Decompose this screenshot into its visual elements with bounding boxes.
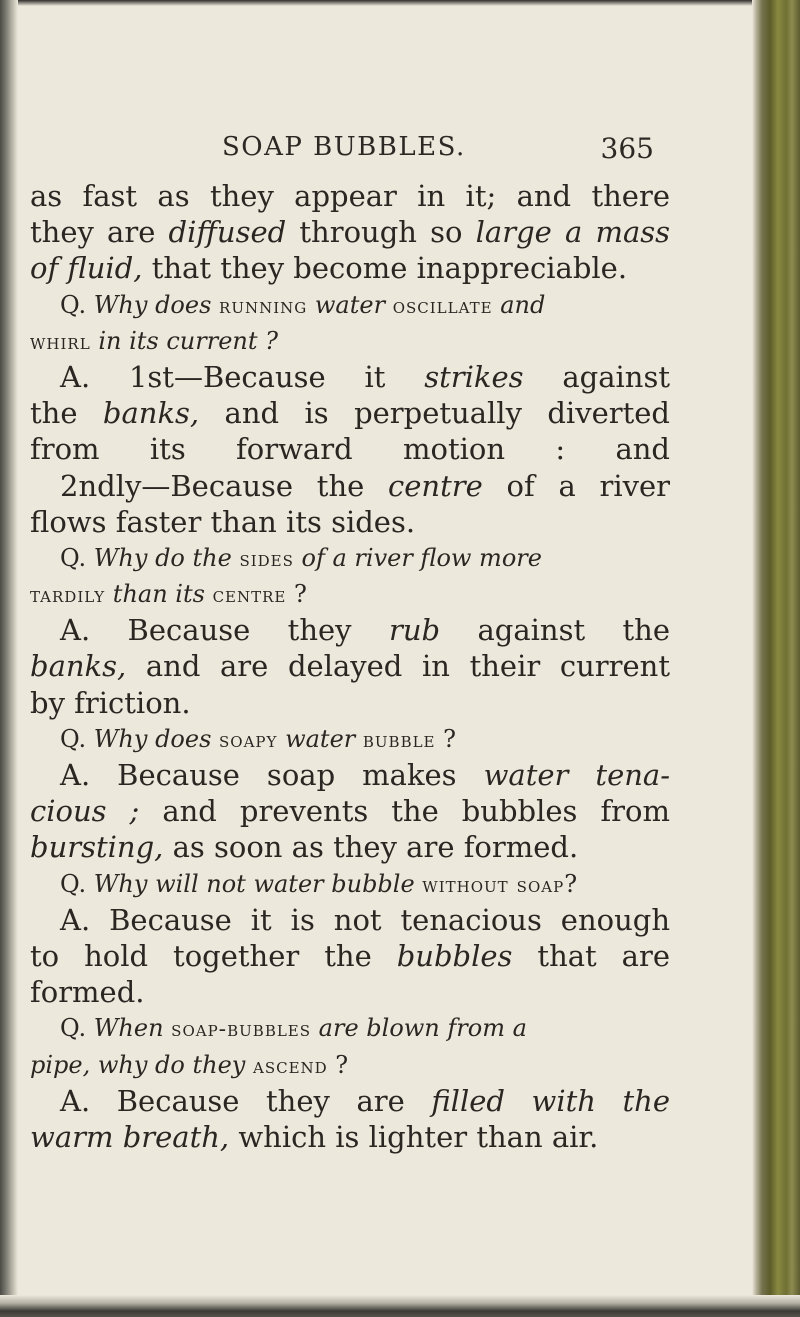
text-line bbox=[30, 504, 670, 540]
small-caps-run: soap-bubbles bbox=[171, 1017, 312, 1043]
text-run: as fast as they appear in it; and there bbox=[30, 179, 670, 213]
text-line bbox=[30, 829, 670, 865]
italic-run: filled with the bbox=[431, 1083, 670, 1118]
small-caps-run: ascend bbox=[252, 1053, 328, 1079]
text-line bbox=[30, 468, 670, 504]
italic-run: water tena- bbox=[483, 758, 670, 792]
text-line bbox=[30, 612, 670, 648]
text-run: they are bbox=[30, 215, 169, 250]
text-run: that are bbox=[512, 938, 670, 973]
italic-run: are blown from a bbox=[311, 1014, 527, 1043]
page-number: 365 bbox=[600, 132, 654, 165]
small-caps-run: tardily bbox=[30, 583, 106, 609]
text-run: of a river bbox=[482, 468, 670, 503]
italic-run: warm breath, bbox=[30, 1119, 230, 1154]
italic-run: than its bbox=[105, 580, 213, 609]
italic-run: banks, bbox=[30, 649, 127, 684]
small-caps-run: without soap bbox=[422, 872, 565, 898]
text-line bbox=[30, 757, 670, 793]
text-run: ? bbox=[327, 1050, 349, 1079]
italic-run: Why does bbox=[93, 724, 220, 753]
text-run: Q. bbox=[60, 724, 94, 753]
text-run: Q. bbox=[60, 290, 94, 319]
text-line bbox=[30, 178, 670, 214]
page-bottom-edge bbox=[0, 1295, 800, 1317]
italic-run: of fluid, bbox=[30, 251, 143, 286]
text-run: A. Because they bbox=[60, 613, 389, 648]
text-run: that they become inappreciable. bbox=[142, 251, 628, 286]
question-line bbox=[30, 540, 670, 576]
text-run: and is perpetually diverted bbox=[199, 396, 670, 431]
text-run: A. Because soap makes bbox=[60, 758, 484, 792]
text-run: Q. bbox=[60, 869, 94, 898]
question-line bbox=[30, 287, 670, 323]
italic-run: cious ; bbox=[30, 794, 140, 829]
text-run: A. Because they are bbox=[60, 1083, 432, 1118]
text-run: as soon as they are formed. bbox=[163, 830, 579, 865]
italic-run: When bbox=[93, 1014, 172, 1043]
italic-run: strikes bbox=[424, 359, 524, 394]
italic-run: pipe, why do they bbox=[30, 1050, 253, 1079]
small-caps-run: whirl bbox=[30, 329, 91, 355]
text-line bbox=[30, 214, 670, 250]
text-run: to hold together the bbox=[30, 938, 397, 973]
text-line bbox=[30, 395, 670, 431]
page-header bbox=[222, 132, 662, 172]
text-run: A. Because it is not tenacious enough bbox=[60, 902, 670, 937]
italic-run: centre bbox=[388, 468, 483, 503]
text-line bbox=[30, 250, 670, 286]
text-line bbox=[30, 1083, 670, 1119]
text-run: by friction. bbox=[30, 685, 191, 720]
text-line bbox=[30, 359, 670, 395]
italic-run: of a river flow more bbox=[293, 543, 542, 572]
italic-run: and bbox=[492, 290, 546, 319]
text-run: Q. bbox=[60, 1014, 94, 1043]
page-top-edge bbox=[0, 0, 800, 6]
body-text bbox=[30, 178, 670, 1155]
text-run: 2ndly—Because the bbox=[60, 468, 389, 503]
text-run: the bbox=[30, 396, 103, 431]
italic-run: bubbles bbox=[396, 938, 513, 973]
text-run: ? bbox=[286, 580, 307, 609]
text-run: against bbox=[523, 359, 670, 394]
italic-run: Why will not water bubble bbox=[93, 869, 423, 898]
text-run: formed. bbox=[30, 975, 145, 1010]
text-run: and are delayed in their current bbox=[126, 649, 670, 684]
text-run: Q. bbox=[60, 543, 94, 572]
small-caps-run: sides bbox=[239, 546, 294, 572]
question-line bbox=[30, 721, 670, 757]
italic-run: in its current ? bbox=[90, 326, 278, 355]
page-fore-edge bbox=[752, 0, 800, 1317]
question-line bbox=[30, 323, 670, 359]
italic-run: water bbox=[277, 724, 363, 753]
italic-run: water bbox=[307, 290, 393, 319]
italic-run: Why do the bbox=[93, 543, 240, 572]
small-caps-run: oscillate bbox=[392, 293, 493, 319]
text-line bbox=[30, 431, 670, 467]
text-run: A. 1st—Because it bbox=[60, 359, 425, 394]
italic-run: diffused bbox=[168, 215, 287, 250]
text-line bbox=[30, 648, 670, 684]
binding-gutter bbox=[0, 0, 18, 1317]
italic-run: Why does bbox=[93, 290, 220, 319]
small-caps-run: soapy bbox=[219, 727, 278, 753]
small-caps-run: running bbox=[219, 293, 308, 319]
text-line bbox=[30, 793, 670, 829]
italic-run: large a mass bbox=[475, 215, 670, 250]
italic-run: bursting, bbox=[30, 830, 164, 865]
text-line bbox=[30, 938, 670, 974]
text-line bbox=[30, 1119, 670, 1155]
question-line bbox=[30, 1047, 670, 1083]
text-run: which is lighter than air. bbox=[229, 1119, 599, 1154]
small-caps-run: centre bbox=[212, 583, 287, 609]
small-caps-run: bubble bbox=[362, 727, 436, 753]
question-line bbox=[30, 576, 670, 612]
question-line bbox=[30, 1010, 670, 1046]
text-run: ? bbox=[435, 724, 456, 753]
text-run: ? bbox=[564, 869, 578, 898]
question-line bbox=[30, 866, 670, 902]
running-head: SOAP BUBBLES. bbox=[222, 132, 466, 162]
italic-run: rub bbox=[388, 613, 441, 648]
text-line bbox=[30, 685, 670, 721]
text-run: through so bbox=[286, 215, 476, 250]
text-line bbox=[30, 902, 670, 938]
text-run: against the bbox=[440, 613, 670, 648]
text-line bbox=[30, 974, 670, 1010]
text-run: flows faster than its sides. bbox=[30, 504, 416, 539]
text-run: and prevents the bubbles from bbox=[139, 794, 670, 829]
italic-run: banks, bbox=[102, 396, 200, 431]
text-run: from its forward motion : and bbox=[30, 432, 670, 467]
